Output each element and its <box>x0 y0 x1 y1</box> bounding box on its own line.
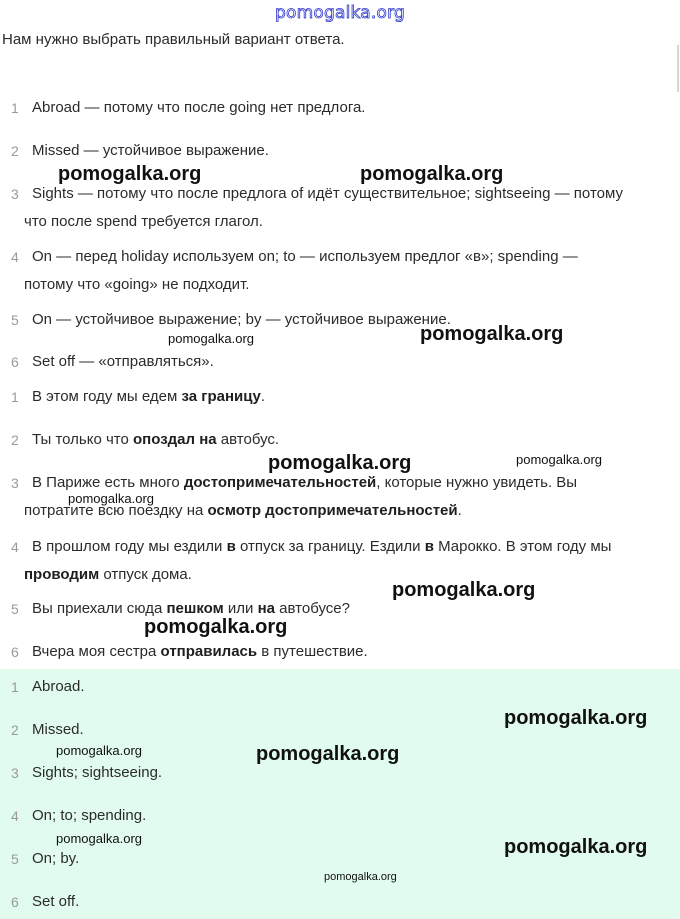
item-text: Sights — потому что после предлога of идёт существительное; sightseeing — потому <box>32 185 623 202</box>
item-text: проводим отпуск дома. <box>24 566 192 583</box>
watermark: pomogalka.org <box>58 163 202 185</box>
intro-text: Нам нужно выбрать правильный вариант ответа. <box>2 31 345 48</box>
item-text: Sights; sightseeing. <box>32 764 163 781</box>
item-number: 6 <box>11 354 19 370</box>
watermark: pomogalka.org <box>516 452 602 467</box>
item-text: что после spend требуется глагол. <box>24 213 263 230</box>
item-text: Missed — устойчивое выражение. <box>32 142 269 159</box>
item-text: Set off. <box>32 893 80 910</box>
item-number: 2 <box>11 722 19 738</box>
watermark: pomogalka.org <box>360 163 504 185</box>
item-text: В этом году мы едем за границу. <box>32 388 265 405</box>
item-number: 3 <box>11 765 19 781</box>
item-text: В Париже есть много достопримечательностей, которые нужно увидеть. Вы <box>32 474 578 491</box>
item-number: 6 <box>11 644 19 660</box>
watermark: pomogalka.org <box>144 616 288 638</box>
item-number: 2 <box>11 143 19 159</box>
item-text: Abroad — потому что после going нет предлога. <box>32 99 366 116</box>
item-number: 5 <box>11 312 19 328</box>
item-text: потратите всю поездку на осмотр достопримечательностей. <box>24 502 462 519</box>
item-number: 1 <box>11 389 19 405</box>
scrollbar[interactable] <box>677 45 679 92</box>
watermark: pomogalka.org <box>56 743 142 758</box>
item-number: 4 <box>11 249 19 265</box>
item-number: 5 <box>11 851 19 867</box>
item-text: On — перед holiday используем on; to — используем предлог «в»; spending — <box>32 248 578 265</box>
watermark: pomogalka.org <box>256 743 400 765</box>
item-text: Abroad. <box>32 678 85 695</box>
watermark: pomogalka.org <box>420 323 564 345</box>
item-text: Set off — «отправляться». <box>32 353 214 370</box>
item-number: 1 <box>11 100 19 116</box>
item-number: 1 <box>11 679 19 695</box>
item-number: 4 <box>11 808 19 824</box>
item-text: On; by. <box>32 850 80 867</box>
item-number: 3 <box>11 475 19 491</box>
watermark: pomogalka.org <box>56 831 142 846</box>
watermark: pomogalka.org <box>504 836 648 858</box>
watermark: pomogalka.org <box>68 491 154 506</box>
watermark: pomogalka.org <box>268 452 412 474</box>
item-text: Вы приехали сюда пешком или на автобусе? <box>32 600 350 617</box>
item-number: 2 <box>11 432 19 448</box>
item-text: Вчера моя сестра отправилась в путешествие. <box>32 643 368 660</box>
watermark-top: pomogalka.org <box>275 3 405 23</box>
item-text: потому что «going» не подходит. <box>24 276 250 293</box>
item-number: 5 <box>11 601 19 617</box>
item-text: Missed. <box>32 721 84 738</box>
item-number: 3 <box>11 186 19 202</box>
item-text: Ты только что опоздал на автобус. <box>32 431 280 448</box>
item-text: On; to; spending. <box>32 807 147 824</box>
item-number: 6 <box>11 894 19 910</box>
watermark: pomogalka.org <box>392 579 536 601</box>
item-text: On — устойчивое выражение; by — устойчивое выражение. <box>32 311 451 328</box>
item-number: 4 <box>11 539 19 555</box>
watermark: pomogalka.org <box>324 871 397 883</box>
watermark: pomogalka.org <box>168 331 254 346</box>
item-text: В прошлом году мы ездили в отпуск за границу. Ездили в Марокко. В этом году мы <box>32 538 612 555</box>
watermark: pomogalka.org <box>504 707 648 729</box>
